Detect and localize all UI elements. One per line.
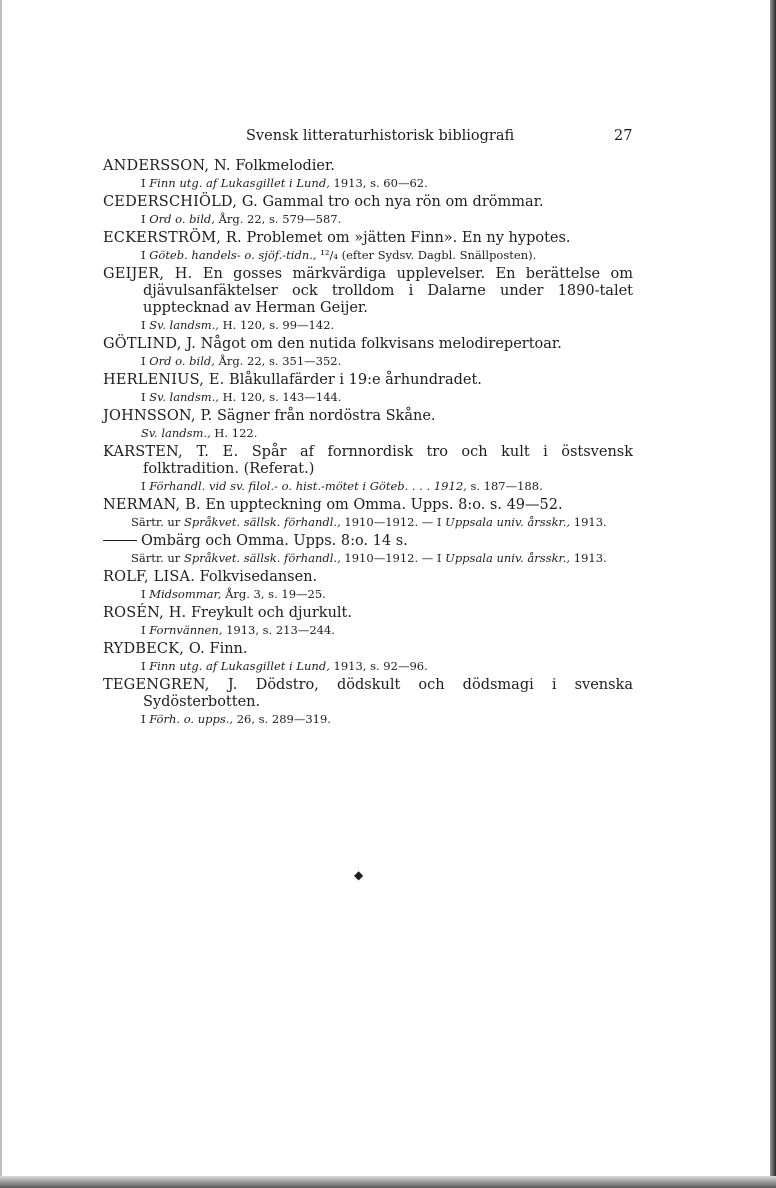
entry-source bbox=[103, 551, 633, 566]
entry-source bbox=[103, 587, 633, 602]
entry-author: NERMAN, B. bbox=[103, 497, 201, 513]
entry-author: RYDBECK, O. bbox=[103, 641, 205, 657]
entry-author: GÖTLIND, J. bbox=[103, 336, 197, 352]
entry-author: HERLENIUS, E. bbox=[103, 372, 225, 388]
source-publication: Språkvet. sällsk. förhandl., bbox=[183, 515, 341, 529]
source-details-secondary: 1913. bbox=[573, 551, 607, 565]
bibliography-entry bbox=[103, 372, 633, 405]
source-publication: Midsommar, bbox=[149, 587, 222, 601]
entry-source bbox=[103, 248, 633, 263]
entry-heading bbox=[103, 336, 633, 353]
source-prefix: I bbox=[141, 623, 146, 637]
bibliography-entry bbox=[103, 266, 633, 333]
source-publication: Göteb. handels- o. sjöf.-tidn., bbox=[149, 248, 317, 262]
source-prefix: I bbox=[141, 479, 146, 493]
source-details: 26, s. 289—319. bbox=[236, 712, 331, 726]
source-details: H. 120, s. 143—144. bbox=[222, 390, 342, 404]
entry-source bbox=[103, 318, 633, 333]
entry-title: Finn. bbox=[209, 641, 248, 657]
entry-author: GEIJER, H. bbox=[103, 266, 193, 282]
bibliography-entry bbox=[103, 605, 633, 638]
source-details: 1913, s. 92—96. bbox=[333, 659, 428, 673]
bibliography-entry bbox=[103, 497, 633, 530]
entry-source bbox=[103, 659, 633, 674]
entry-author: ECKERSTRÖM, R. bbox=[103, 230, 242, 246]
scan-edge-bottom bbox=[0, 1176, 776, 1188]
source-prefix: I bbox=[141, 176, 146, 190]
source-prefix: I bbox=[141, 712, 146, 726]
entry-title: Folkmelodier. bbox=[235, 158, 335, 174]
entry-source bbox=[103, 176, 633, 191]
entry-title: Freykult och djurkult. bbox=[190, 605, 352, 621]
entry-heading bbox=[103, 533, 633, 550]
bibliography-entry bbox=[103, 194, 633, 227]
bibliography-entry bbox=[103, 569, 633, 602]
source-details: s. 187—188. bbox=[470, 479, 543, 493]
source-publication: Finn utg. af Lukasgillet i Lund, bbox=[149, 176, 330, 190]
source-publication: Sv. landsm., bbox=[141, 426, 211, 440]
source-publication: Språkvet. sällsk. förhandl., bbox=[183, 551, 341, 565]
bibliography-entry bbox=[103, 336, 633, 369]
entry-author: CEDERSCHIÖLD, G. bbox=[103, 194, 258, 210]
entry-source bbox=[103, 354, 633, 369]
entry-title: Spår af fornnordisk tro och kult i östsvensk folktradition. (Referat.) bbox=[143, 444, 634, 477]
entry-author: ANDERSSON, N. bbox=[103, 158, 231, 174]
entry-heading bbox=[103, 677, 633, 711]
entry-title: Blåkullafärder i 19:e århundradet. bbox=[229, 372, 482, 388]
entry-heading bbox=[103, 444, 633, 478]
source-details: 1913, s. 60—62. bbox=[333, 176, 428, 190]
source-publication: Förh. o. upps., bbox=[149, 712, 234, 726]
entry-title: Folkvisedansen. bbox=[199, 569, 318, 585]
source-details-secondary: 1913. bbox=[573, 515, 607, 529]
entry-heading bbox=[103, 569, 633, 586]
bibliography-entry bbox=[103, 533, 633, 566]
source-publication: Sv. landsm., bbox=[149, 318, 219, 332]
page-number: 27 bbox=[614, 128, 633, 144]
entry-source bbox=[103, 712, 633, 727]
entry-title: Gammal tro och nya rön om drömmar. bbox=[262, 194, 544, 210]
bibliography-entry bbox=[103, 230, 633, 263]
source-prefix: I bbox=[141, 587, 146, 601]
ditto-dash bbox=[103, 540, 137, 541]
source-publication: Ord o. bild, bbox=[149, 212, 215, 226]
source-details: ¹²/₄ (efter Sydsv. Dagbl. Snällposten). bbox=[320, 248, 537, 262]
entry-author: ROSÉN, H. bbox=[103, 605, 187, 621]
bibliography-list bbox=[103, 158, 633, 730]
entry-title: Ombärg och Omma. Upps. 8:o. 14 s. bbox=[141, 533, 408, 549]
source-details: Årg. 22, s. 351—352. bbox=[218, 354, 342, 368]
bibliography-entry bbox=[103, 444, 633, 494]
end-ornament: ◆ bbox=[354, 868, 364, 882]
source-prefix: I bbox=[141, 248, 146, 262]
bibliography-entry bbox=[103, 641, 633, 674]
source-details: 1910—1912. — I bbox=[344, 515, 442, 529]
running-title: Svensk litteraturhistorisk bibliografi bbox=[246, 128, 515, 144]
entry-source bbox=[103, 426, 633, 441]
source-publication-secondary: Uppsala univ. årsskr., bbox=[445, 551, 571, 565]
source-publication: Ord o. bild, bbox=[149, 354, 215, 368]
entry-heading bbox=[103, 408, 633, 425]
source-details: H. 122. bbox=[214, 426, 258, 440]
source-prefix: Särtr. ur bbox=[131, 515, 181, 529]
entry-title: En uppteckning om Omma. Upps. 8:o. s. 49—52. bbox=[205, 497, 563, 513]
source-details: Årg. 3, s. 19—25. bbox=[225, 587, 326, 601]
entry-heading bbox=[103, 372, 633, 389]
source-details: 1910—1912. — I bbox=[344, 551, 442, 565]
source-publication: Fornvännen, bbox=[149, 623, 223, 637]
entry-heading bbox=[103, 497, 633, 514]
entry-author: JOHNSSON, P. bbox=[103, 408, 213, 424]
source-publication-secondary: Uppsala univ. årsskr., bbox=[445, 515, 571, 529]
source-prefix: I bbox=[141, 212, 146, 226]
entry-author: ROLF, LISA. bbox=[103, 569, 196, 585]
entry-heading bbox=[103, 641, 633, 658]
source-prefix: Särtr. ur bbox=[131, 551, 181, 565]
entry-source bbox=[103, 515, 633, 530]
source-details: 1913, s. 213—244. bbox=[226, 623, 335, 637]
entry-heading bbox=[103, 158, 633, 175]
scan-edge-right bbox=[770, 0, 776, 1188]
entry-heading bbox=[103, 230, 633, 247]
source-publication: Finn utg. af Lukasgillet i Lund, bbox=[149, 659, 330, 673]
entry-title: Problemet om »jätten Finn». En ny hypotes. bbox=[246, 230, 571, 246]
entry-source bbox=[103, 479, 633, 494]
bibliography-entry bbox=[103, 677, 633, 727]
source-details: Årg. 22, s. 579—587. bbox=[218, 212, 342, 226]
source-publication: Sv. landsm., bbox=[149, 390, 219, 404]
entry-source bbox=[103, 623, 633, 638]
source-details: H. 120, s. 99—142. bbox=[222, 318, 335, 332]
entry-title: Dödstro, dödskult och dödsmagi i svenska Sydösterbotten. bbox=[143, 677, 633, 710]
scan-edge-left bbox=[0, 0, 2, 1188]
source-prefix: I bbox=[141, 318, 146, 332]
entry-source bbox=[103, 212, 633, 227]
source-prefix: I bbox=[141, 390, 146, 404]
bibliography-entry bbox=[103, 408, 633, 441]
entry-heading bbox=[103, 266, 633, 317]
entry-author: KARSTEN, T. E. bbox=[103, 444, 239, 460]
entry-source bbox=[103, 390, 633, 405]
source-publication: Förhandl. vid sv. filol.- o. hist.-mötet i Göteb. . . . 1912, bbox=[149, 479, 467, 493]
page-header bbox=[0, 128, 776, 148]
source-prefix: I bbox=[141, 354, 146, 368]
source-prefix: I bbox=[141, 659, 146, 673]
entry-heading bbox=[103, 194, 633, 211]
entry-title: Sägner från nordöstra Skåne. bbox=[216, 408, 436, 424]
entry-heading bbox=[103, 605, 633, 622]
bibliography-entry bbox=[103, 158, 633, 191]
entry-author: TEGENGREN, J. bbox=[103, 677, 238, 693]
entry-title: En gosses märkvärdiga upplevelser. En berättelse om djävulsanfäktelser ock trolldom i Dalarne under 1890-talet upptecknad av Herman Geijer. bbox=[143, 266, 633, 316]
entry-title: Något om den nutida folkvisans melodirepertoar. bbox=[200, 336, 562, 352]
